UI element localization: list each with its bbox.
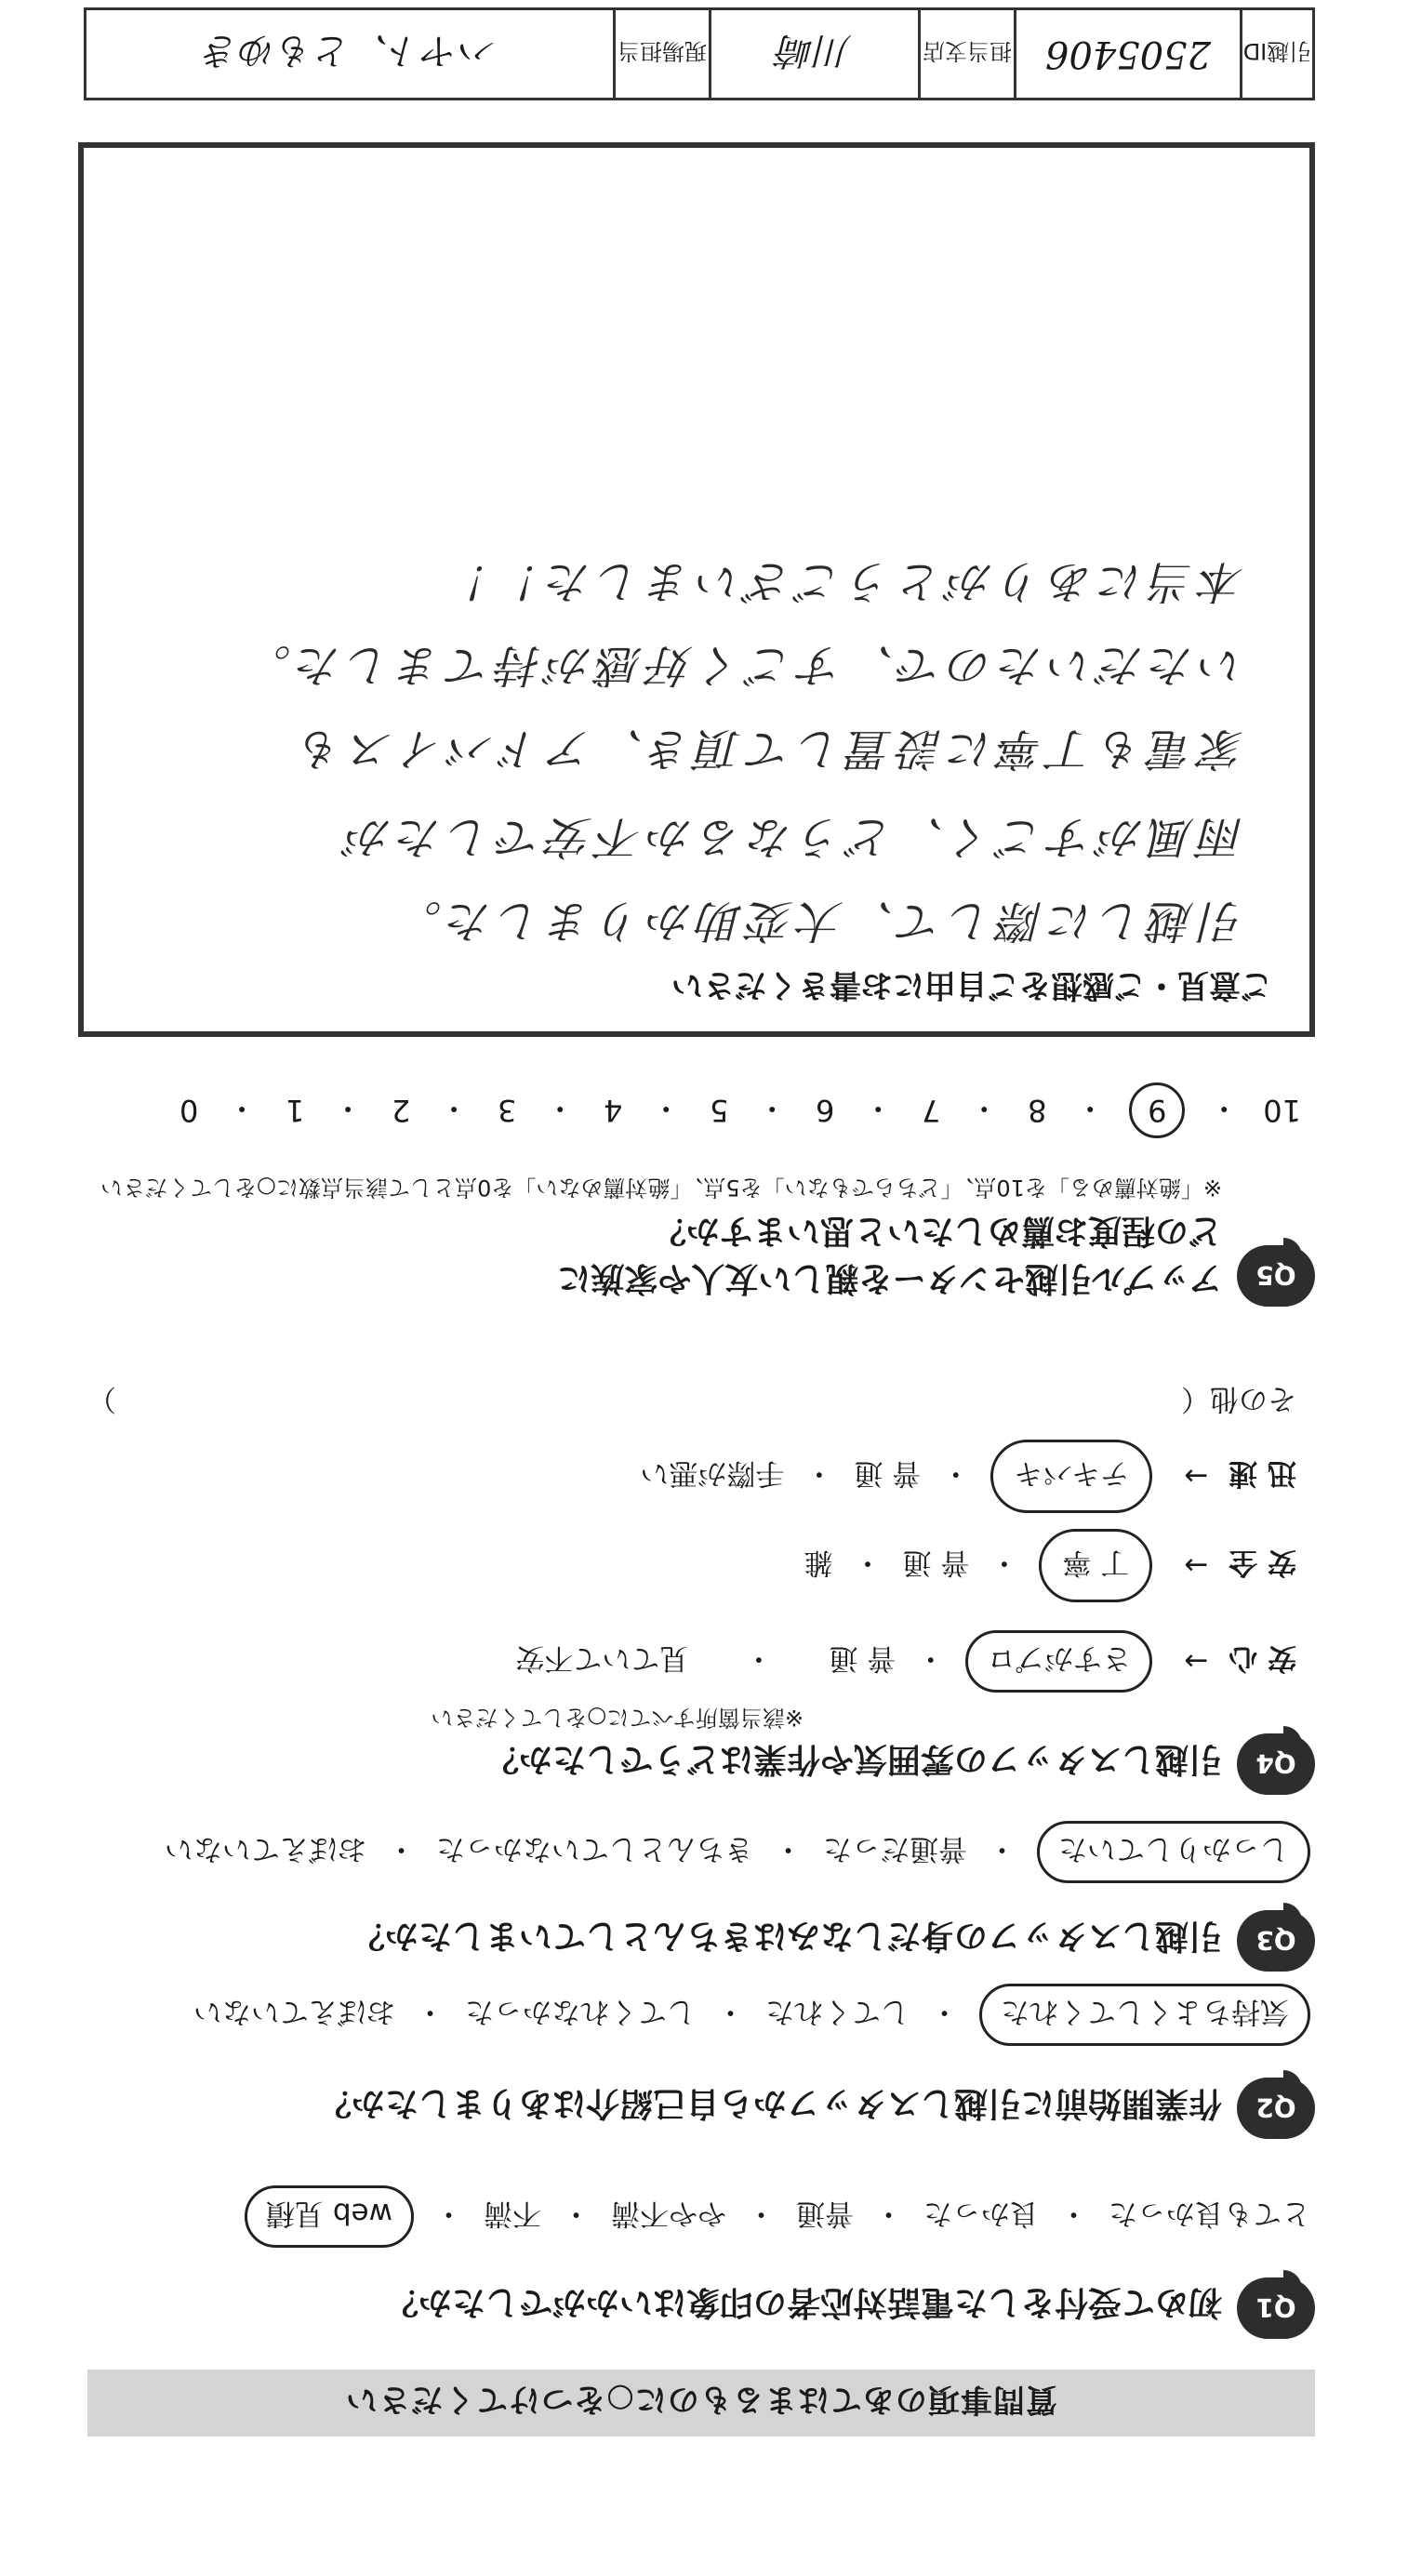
q4-jinsoku-option-3[interactable]: 手際が悪い [640, 1456, 785, 1490]
q4-row-jinsoku: 迅 速 → テキパキ ・ 普 通 ・ 手際が悪い [640, 1440, 1296, 1513]
comment-title: ご意見・ご感想をご自由にお書きください [671, 966, 1272, 1003]
comment-box[interactable] [78, 142, 1315, 1037]
id-value[interactable]: 2505406 [1014, 10, 1240, 98]
q4-jinsoku-option-2[interactable]: 普 通 [854, 1456, 922, 1490]
score-6[interactable]: 6 [816, 1093, 835, 1128]
comment-line-1: 引越しに際して、大変助かりました。 [391, 895, 1244, 947]
q4-row-anzen: 安 全 → 丁 寧 ・ 普 通 ・ 雑 [804, 1529, 1297, 1602]
q4-other-close: ） [87, 1382, 116, 1415]
q4-anzen-option-1-selected[interactable]: 丁 寧 [1039, 1529, 1152, 1602]
score-7[interactable]: 7 [922, 1093, 941, 1128]
branch-label: 担当支店 [918, 10, 1014, 98]
staff-label: 現場担当 [613, 10, 709, 98]
q1-option-4[interactable]: やや不満 [611, 2197, 726, 2230]
q5-badge-label: Q5 [1255, 1260, 1296, 1292]
q2-option-2[interactable]: してくれた [765, 1995, 910, 2028]
q2-option-3[interactable]: してくれなかった [465, 1995, 696, 2028]
q4-anshin-option-3[interactable]: 見ていて不安 [515, 1641, 689, 1675]
q3-badge-label: Q3 [1255, 1925, 1296, 1957]
q4-badge-label: Q4 [1255, 1748, 1296, 1780]
q3-option-1-selected[interactable]: しっかりしていた [1037, 1821, 1310, 1883]
q1-badge [1237, 2277, 1315, 2339]
q3-options: しっかりしていた ・ 普通だった ・ きちんとしていなかった ・ おぼえていない [165, 1821, 1310, 1883]
comment-line-3: 家電も丁寧に設置して頂き、アドバイスも [293, 723, 1244, 775]
q2-option-4[interactable]: おぼえていない [193, 1995, 395, 2028]
q2-options: 気持ちよくしてくれた ・ してくれた ・ してくれなかった ・ おぼえていない [193, 1984, 1310, 2046]
instructions-banner: 質問事項のあてはまるものに○をつけてください [87, 2370, 1315, 2437]
q4-note: ※該当箇所すべてに○をしてください [431, 1705, 804, 1731]
id-label: 引越ID [1240, 10, 1312, 98]
q3-option-4[interactable]: おぼえていない [165, 1832, 366, 1866]
arrow-icon: → [1184, 1459, 1209, 1494]
q1-option-5[interactable]: 不満 [484, 2197, 541, 2230]
q5-score-scale: 10 ・ 9 ・ 8 ・ 7 ・ 6 ・ 5 ・ 4 ・ 3 ・ 2 ・ 1 ・ 0 [175, 1082, 1301, 1138]
q2-question: 作業開始前に引越しスタッフから自己紹介はありましたか？ [317, 2084, 1222, 2122]
q1-question: 初めて受付をした電話対応者の印象はいかがでしたか？ [384, 2283, 1222, 2321]
q1-option-3[interactable]: 普通 [796, 2197, 854, 2230]
q4-jinsoku-option-1-selected[interactable]: テキパキ [990, 1440, 1152, 1513]
comment-line-2: 雨風がすごく、どうなるか不安でしたが [340, 811, 1244, 863]
score-9-selected[interactable]: 9 [1129, 1082, 1185, 1138]
q1-option-6-selected[interactable]: web 見積 [245, 2185, 414, 2248]
q2-badge-label: Q2 [1255, 2092, 1296, 2124]
q3-question: 引越しスタッフの身だしなみはきちんとしていましたか？ [351, 1917, 1222, 1955]
q2-option-1-selected[interactable]: 気持ちよくしてくれた [979, 1984, 1310, 2046]
comment-line-5: 本当にありがとうございました！！ [440, 555, 1244, 607]
score-5[interactable]: 5 [710, 1093, 729, 1128]
q3-option-3[interactable]: きちんとしていなかった [436, 1832, 753, 1866]
score-0[interactable]: 0 [179, 1093, 199, 1128]
q4-badge [1237, 1733, 1315, 1795]
q4-anzen-option-2[interactable]: 普 通 [902, 1546, 970, 1579]
score-10[interactable]: 10 [1263, 1093, 1301, 1128]
score-8[interactable]: 8 [1028, 1093, 1047, 1128]
q1-options: とても良かった ・ 良かった ・ 普通 ・ やや不満 ・ 不満 ・ web 見積 [245, 2185, 1310, 2248]
q4-row-anzen-label: 安 全 [1229, 1546, 1296, 1579]
staff-value[interactable]: ハヤト、ともゆき [202, 29, 498, 73]
q1-option-1[interactable]: とても良かった [1109, 2197, 1310, 2230]
q4-row-anshin-label: 安 心 [1229, 1641, 1296, 1675]
arrow-icon: → [1184, 1644, 1209, 1679]
q1-option-2[interactable]: 良かった [923, 2197, 1039, 2230]
q3-option-2[interactable]: 普通だった [823, 1832, 967, 1866]
q4-row-anshin: 安 心 → さすがプロ ・ 普 通 ・ 見ていて不安 [515, 1630, 1296, 1693]
score-1[interactable]: 1 [285, 1093, 305, 1128]
q4-anshin-option-2[interactable]: 普 通 [829, 1641, 897, 1675]
arrow-icon: → [1184, 1548, 1209, 1583]
id-bar [84, 7, 1315, 100]
q5-note: ※「絶対薦める」を10点、「どちらでもない」を5点、「絶対薦めない」を0点として該当点数に○をしてください [100, 1175, 1222, 1201]
q1-badge-label: Q1 [1255, 2292, 1296, 2324]
q4-question: 引越しスタッフの雰囲気や作業はどうでしたか？ [485, 1740, 1222, 1778]
score-2[interactable]: 2 [391, 1093, 411, 1128]
q4-anzen-option-3[interactable]: 雑 [804, 1546, 833, 1579]
q4-row-jinsoku-label: 迅 速 [1229, 1456, 1296, 1490]
score-4[interactable]: 4 [604, 1093, 623, 1128]
q4-other [87, 1381, 1296, 1423]
q5-question-line1: アップル引越センターを親しい友人や家族に [557, 1259, 1222, 1297]
q4-anshin-option-1-selected[interactable]: さすがプロ [965, 1630, 1152, 1693]
q5-question-line2: どの程度お薦めしたいと思いますか？ [652, 1212, 1222, 1250]
q2-badge [1237, 2078, 1315, 2139]
comment-line-4: いただいたので、すごく好感が持てました。 [240, 639, 1244, 691]
q3-badge [1237, 1910, 1315, 1972]
score-3[interactable]: 3 [498, 1093, 517, 1128]
q5-badge [1237, 1245, 1315, 1307]
q4-other-label: その他（ [1181, 1382, 1296, 1415]
branch-value[interactable]: 川崎 [709, 10, 918, 98]
